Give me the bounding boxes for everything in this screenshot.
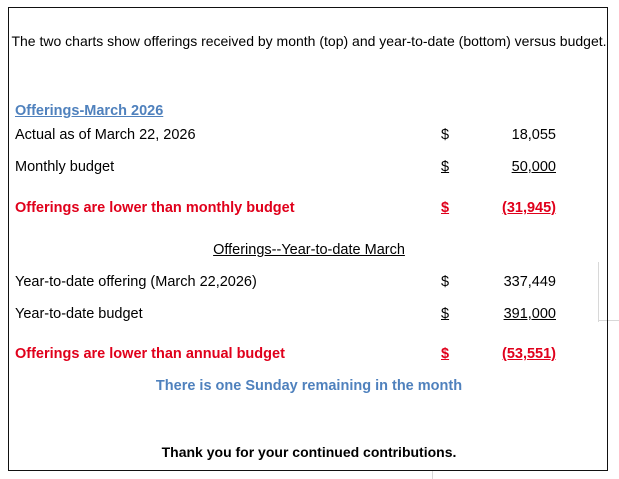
monthly-shortfall-currency: $: [441, 200, 450, 216]
actual-label: Actual as of March 22, 2026: [15, 127, 196, 143]
offerings-report-box: [8, 7, 608, 471]
monthly-heading: Offerings-March 2026: [15, 103, 164, 119]
monthly-budget-currency: $: [441, 159, 450, 175]
ytd-shortfall-amount: (53,551): [501, 346, 556, 362]
ytd-shortfall-label: Offerings are lower than annual budget: [15, 346, 285, 362]
monthly-shortfall-label: Offerings are lower than monthly budget: [15, 200, 295, 216]
actual-currency: $: [441, 127, 450, 143]
monthly-budget-label: Monthly budget: [15, 159, 115, 175]
ytd-offering-amount: 337,449: [503, 274, 556, 290]
intro-text: The two charts show offerings received by month (top) and year-to-date (bottom) versus budget.: [11, 33, 607, 49]
ytd-shortfall-currency: $: [441, 346, 450, 362]
ytd-offering-currency: $: [441, 274, 450, 290]
thank-you-text: Thank you for your continued contributions.: [161, 444, 457, 460]
remaining-sunday-note: There is one Sunday remaining in the month: [155, 378, 463, 394]
ytd-budget-currency: $: [441, 306, 450, 322]
ytd-budget-amount: 391,000: [503, 306, 556, 322]
actual-amount: 18,055: [511, 127, 556, 143]
grid-line: [432, 471, 433, 479]
monthly-shortfall-amount: (31,945): [501, 200, 556, 216]
ytd-budget-label: Year-to-date budget: [15, 306, 143, 322]
ytd-heading: Offerings--Year-to-date March: [213, 242, 405, 258]
ytd-offering-label: Year-to-date offering (March 22,2026): [15, 274, 257, 290]
monthly-budget-amount: 50,000: [511, 159, 556, 175]
